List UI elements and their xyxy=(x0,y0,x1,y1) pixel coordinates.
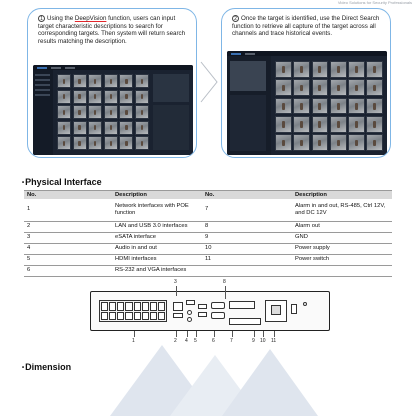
capture-results-grid xyxy=(275,61,383,151)
hdmi-port-1 xyxy=(198,304,207,309)
table-row xyxy=(24,265,392,276)
table-cell: 10 xyxy=(202,243,292,254)
table-cell xyxy=(292,265,392,276)
callout-3: 3 xyxy=(174,279,177,285)
table-cell: HDMI interfaces xyxy=(112,254,202,265)
search-results-grid xyxy=(57,74,149,150)
physical-interface-title-text: Physical Interface xyxy=(25,177,102,187)
watermark-logo xyxy=(110,345,320,416)
table-cell: 3 xyxy=(24,232,112,243)
gnd-screw xyxy=(303,302,307,306)
step-card-1 xyxy=(27,8,197,158)
table-cell: Alarm out xyxy=(292,221,392,232)
table-cell: Audio in and out xyxy=(112,243,202,254)
poe-ports xyxy=(101,302,165,320)
table-header: No. xyxy=(24,191,112,200)
deepvision-highlight: DeepVision xyxy=(74,15,107,22)
table-cell: 2 xyxy=(24,221,112,232)
device-rear-panel xyxy=(90,279,330,344)
callout-5: 5 xyxy=(194,338,197,344)
step-2-text xyxy=(232,15,382,38)
esata-port xyxy=(186,300,195,305)
callout-1: 1 xyxy=(132,338,135,344)
lan-port xyxy=(173,302,183,311)
table-cell: 9 xyxy=(202,232,292,243)
table-cell: GND xyxy=(292,232,392,243)
table-header-row xyxy=(24,191,392,200)
table-row xyxy=(24,232,392,243)
direct-search-screenshot xyxy=(227,51,387,155)
step-number-2: 2 xyxy=(232,15,239,22)
table-cell: Power switch xyxy=(292,254,392,265)
physical-interface-table xyxy=(24,190,392,277)
table-cell: 6 xyxy=(24,265,112,276)
table-cell: RS-232 and VGA interfaces xyxy=(112,265,202,276)
table-header: Description xyxy=(292,191,392,200)
table-cell: eSATA interface xyxy=(112,232,202,243)
table-cell: 8 xyxy=(202,221,292,232)
header-note: Video Solutions for Security Professionals xyxy=(337,0,412,5)
table-cell: Network interfaces with POE function xyxy=(112,199,202,221)
table-row xyxy=(24,221,392,232)
device-chassis xyxy=(90,291,330,331)
rs232-port xyxy=(211,312,225,319)
step-1-text-after: function, users can input target characteristic descriptions to search for corresponding targets. Then system will return search results matching the description. xyxy=(38,15,186,45)
table-row xyxy=(24,199,392,221)
table-row xyxy=(24,254,392,265)
hdmi-port-2 xyxy=(198,312,207,317)
callout-6: 6 xyxy=(212,338,215,344)
callout-4: 4 xyxy=(185,338,188,344)
callout-10: 10 xyxy=(260,338,266,344)
callout-11: 11 xyxy=(271,338,277,344)
physical-interface-title xyxy=(22,177,102,187)
bullet-icon: • xyxy=(22,179,25,186)
usb-port xyxy=(173,313,183,318)
alarm-out-block xyxy=(229,301,255,309)
table-cell: Alarm in and out, RS-485, Ctrl 12V, and DC 12V xyxy=(292,199,392,221)
callout-2: 2 xyxy=(174,338,177,344)
chevron-right-icon xyxy=(199,60,219,104)
table-cell xyxy=(202,265,292,276)
table-cell: 4 xyxy=(24,243,112,254)
step-1-text-before: Using the xyxy=(47,15,75,22)
dimension-title-text: Dimension xyxy=(25,362,72,372)
deepvision-screenshot xyxy=(33,65,193,155)
vga-port xyxy=(211,302,225,309)
table-header: Description xyxy=(112,191,202,200)
callout-7: 7 xyxy=(230,338,233,344)
bullet-icon: • xyxy=(22,364,25,371)
table-cell: 1 xyxy=(24,199,112,221)
table-cell: 7 xyxy=(202,199,292,221)
step-2-text-body: Once the target is identified, use the Direct Search function to retrieve all capture of the target across all channels and trace historical events. xyxy=(232,15,380,38)
table-cell: LAN and USB 3.0 interfaces xyxy=(112,221,202,232)
power-inlet xyxy=(271,305,281,315)
table-cell: 5 xyxy=(24,254,112,265)
step-card-2 xyxy=(221,8,391,158)
callout-9: 9 xyxy=(252,338,255,344)
table-cell: Power supply xyxy=(292,243,392,254)
audio-in-jack xyxy=(187,310,192,315)
audio-out-jack xyxy=(187,317,192,322)
step-1-text xyxy=(38,15,188,45)
alarm-terminal-block xyxy=(229,318,261,325)
table-cell: 11 xyxy=(202,254,292,265)
step-number-1: 1 xyxy=(38,15,45,22)
table-header: No. xyxy=(202,191,292,200)
callout-8: 8 xyxy=(223,279,226,285)
power-switch xyxy=(291,304,297,314)
table-row xyxy=(24,243,392,254)
dimension-title xyxy=(22,362,71,372)
